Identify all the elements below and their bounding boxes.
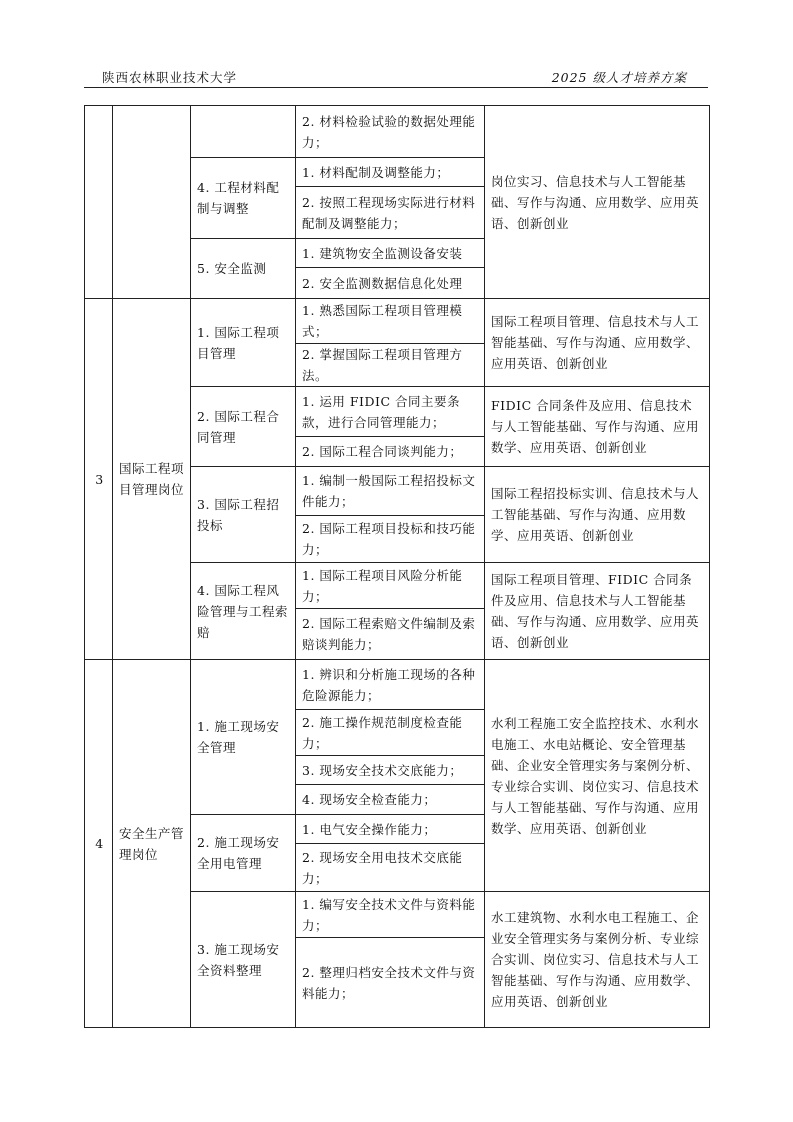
- ability-cell: 1. 国际工程项目风险分析能力；: [296, 563, 485, 609]
- ability-cell: 3. 现场安全技术交底能力；: [296, 756, 485, 785]
- header-school-name: 陕西农林职业技术大学: [102, 70, 238, 85]
- task-cell: [191, 106, 296, 158]
- task-cell: 1. 国际工程项目管理: [191, 299, 296, 387]
- task-cell: 4. 国际工程风险管理与工程索赔: [191, 563, 296, 660]
- table-row: [85, 106, 710, 158]
- ability-cell: 1. 编写安全技术文件与资料能力；: [296, 892, 485, 938]
- course-cell: 国际工程招投标实训、信息技术与人工智能基础、写作与沟通、应用数学、应用英语、创新创业: [485, 467, 710, 563]
- task-cell: 4. 工程材料配制与调整: [191, 158, 296, 239]
- header-rule: [84, 87, 708, 88]
- course-cell: 国际工程项目管理、信息技术与人工智能基础、写作与沟通、应用数学、应用英语、创新创业: [485, 299, 710, 387]
- ability-cell: 1. 电气安全操作能力；: [296, 815, 485, 844]
- task-cell: 2. 施工现场安全用电管理: [191, 815, 296, 892]
- course-cell: FIDIC 合同条件及应用、信息技术与人工智能基础、写作与沟通、应用数学、应用英语、创新创业: [485, 387, 710, 467]
- post-cell: [113, 106, 191, 299]
- course-cell: 水利工程施工安全监控技术、水利水电施工、水电站概论、安全管理基础、企业安全管理实务与案例分析、专业综合实训、岗位实习、信息技术与人工智能基础、写作与沟通、应用数学、应用英语、创新创业: [485, 660, 710, 892]
- ability-cell: 2. 整理归档安全技术文件与资料能力；: [296, 938, 485, 1028]
- row-number-cell: 3: [85, 299, 113, 660]
- ability-cell: 2. 按照工程现场实际进行材料配制及调整能力；: [296, 187, 485, 239]
- ability-cell: 1. 运用 FIDIC 合同主要条款，进行合同管理能力；: [296, 387, 485, 437]
- task-cell: 2. 国际工程合同管理: [191, 387, 296, 467]
- course-cell: 水工建筑物、水利水电工程施工、企业安全管理实务与案例分析、专业综合实训、岗位实习、信息技术与人工智能基础、写作与沟通、应用数学、应用英语、创新创业: [485, 892, 710, 1028]
- ability-cell: 2. 施工操作规范制度检查能力；: [296, 710, 485, 756]
- ability-cell: 2. 掌握国际工程项目管理方法。: [296, 344, 485, 387]
- task-cell: 3. 国际工程招投标: [191, 467, 296, 563]
- ability-cell: 2. 材料检验试验的数据处理能力；: [296, 106, 485, 158]
- ability-cell: 2. 国际工程合同谈判能力；: [296, 437, 485, 467]
- post-cell: 国际工程项目管理岗位: [113, 299, 191, 660]
- task-cell: 5. 安全监测: [191, 239, 296, 299]
- course-cell: 国际工程项目管理、FIDIC 合同条件及应用、信息技术与人工智能基础、写作与沟通、应用数学、应用英语、创新创业: [485, 563, 710, 660]
- ability-cell: 2. 安全监测数据信息化处理: [296, 268, 485, 299]
- task-cell: 3. 施工现场安全资料整理: [191, 892, 296, 1028]
- ability-cell: 1. 辨识和分析施工现场的各种危险源能力；: [296, 660, 485, 710]
- ability-cell: 4. 现场安全检查能力；: [296, 785, 485, 815]
- ability-cell: 2. 现场安全用电技术交底能力；: [296, 844, 485, 892]
- ability-cell: 2. 国际工程索赔文件编制及索赔谈判能力；: [296, 609, 485, 660]
- ability-cell: 1. 熟悉国际工程项目管理模式；: [296, 299, 485, 344]
- post-cell: 安全生产管理岗位: [113, 660, 191, 1028]
- ability-cell: 2. 国际工程项目投标和技巧能力；: [296, 516, 485, 563]
- task-cell: 1. 施工现场安全管理: [191, 660, 296, 815]
- ability-cell: 1. 编制一般国际工程招投标文件能力；: [296, 467, 485, 516]
- row-number-cell: [85, 106, 113, 299]
- table-row: [85, 299, 710, 344]
- ability-cell: 1. 材料配制及调整能力；: [296, 158, 485, 187]
- header-document-title: 2025 级人才培养方案: [551, 70, 687, 85]
- course-cell: 岗位实习、信息技术与人工智能基础、写作与沟通、应用数学、应用英语、创新创业: [485, 106, 710, 299]
- row-number-cell: 4: [85, 660, 113, 1028]
- table-row: [85, 660, 710, 710]
- talent-plan-table: [84, 105, 710, 1028]
- ability-cell: 1. 建筑物安全监测设备安装: [296, 239, 485, 268]
